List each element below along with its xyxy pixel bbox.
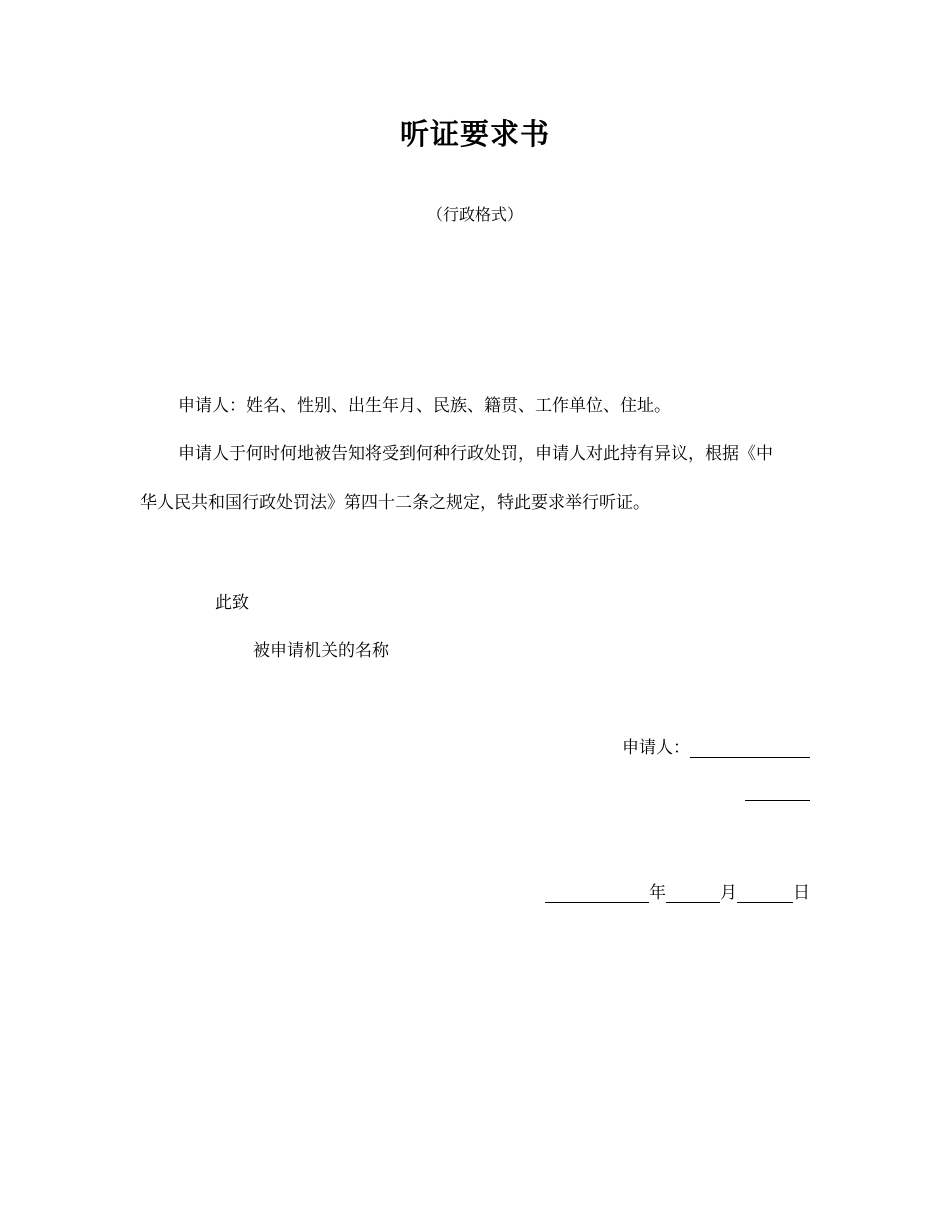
month-label: 月 xyxy=(720,883,737,903)
year-blank xyxy=(545,884,649,903)
body-paragraph-line-1: 申请人于何时何地被告知将受到何种行政处罚，申请人对此持有异议，根据《中 xyxy=(178,444,773,464)
document-title: 听证要求书 xyxy=(399,117,550,151)
day-label: 日 xyxy=(793,883,810,903)
signature-label: 申请人： xyxy=(622,738,690,758)
salutation: 此致 xyxy=(215,593,249,613)
document-subtitle: （行政格式） xyxy=(426,205,523,224)
recipient-name: 被申请机关的名称 xyxy=(253,641,389,661)
applicant-info-line: 申请人：姓名、性别、出生年月、民族、籍贯、工作单位、住址。 xyxy=(178,396,671,416)
month-blank xyxy=(666,884,720,903)
signature-continuation-blank xyxy=(745,800,810,801)
date-row xyxy=(545,878,810,903)
year-label: 年 xyxy=(649,883,666,903)
signature-row xyxy=(622,733,810,758)
day-blank xyxy=(737,884,793,903)
signature-blank xyxy=(690,739,810,758)
body-paragraph-line-2: 华人民共和国行政处罚法》第四十二条之规定，特此要求举行听证。 xyxy=(140,493,650,513)
